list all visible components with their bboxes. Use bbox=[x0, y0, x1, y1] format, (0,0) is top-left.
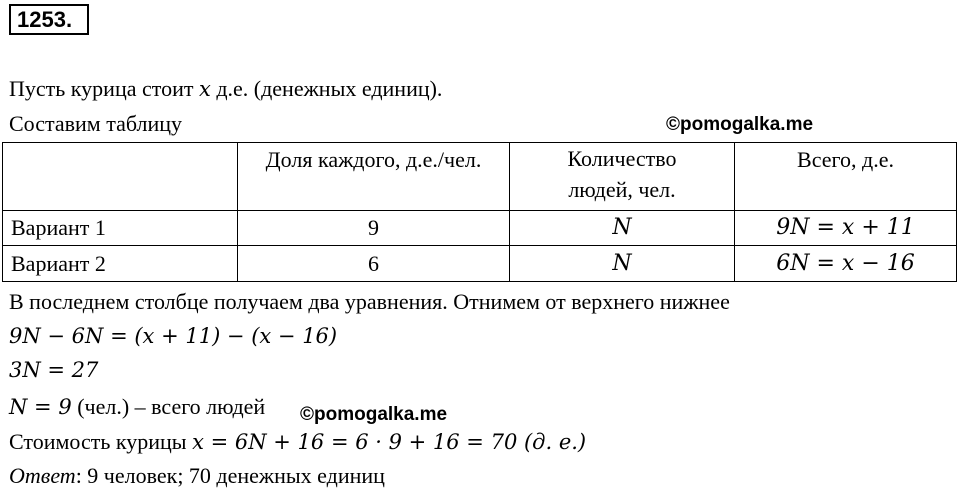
row-people: N bbox=[510, 211, 735, 246]
equation-3 bbox=[9, 396, 265, 418]
equation-2: 3N = 27 bbox=[9, 358, 99, 382]
intro-variable: x bbox=[198, 77, 211, 101]
row-label: Вариант 2 bbox=[3, 246, 238, 282]
intro-text-a: Пусть курица стоит bbox=[9, 76, 199, 101]
intro-line-2: Составим таблицу bbox=[9, 111, 183, 136]
equation-4-text: Стоимость курицы bbox=[9, 429, 193, 454]
table-header-row bbox=[3, 143, 957, 211]
answer-label: Ответ bbox=[9, 463, 76, 488]
equation-4-math: x = 6N + 16 = 6 · 9 + 16 = 70 (д. е.) bbox=[192, 430, 587, 454]
equation-3-math: N = 9 bbox=[9, 395, 72, 419]
row-share: 9 bbox=[238, 211, 510, 246]
equation-1: 9N − 6N = (x + 11) − (x − 16) bbox=[9, 324, 338, 348]
row-label: Вариант 1 bbox=[3, 211, 238, 246]
row-total: 6N = x − 16 bbox=[735, 246, 957, 282]
watermark-bottom: ©pomogalka.me bbox=[300, 404, 448, 425]
header-people bbox=[510, 143, 735, 211]
solution-line-1: В последнем столбце получаем два уравнения. Отнимем от верхнего нижнее bbox=[9, 289, 730, 314]
row-people: N bbox=[510, 246, 735, 282]
intro-text-b: д.е. (денежных единиц). bbox=[210, 76, 443, 101]
table-row bbox=[3, 246, 957, 282]
equation-4 bbox=[9, 431, 586, 453]
header-empty-cell bbox=[3, 143, 238, 211]
equation-3-text: (чел.) – всего людей bbox=[71, 394, 266, 419]
watermark-top: ©pomogalka.me bbox=[666, 114, 814, 135]
header-share: Доля каждого, д.е./чел. bbox=[238, 143, 510, 211]
data-table bbox=[2, 142, 957, 282]
answer-line bbox=[9, 465, 385, 487]
intro-line-1 bbox=[9, 78, 442, 100]
row-share: 6 bbox=[238, 246, 510, 282]
header-people-line-2: людей, чел. bbox=[568, 177, 676, 202]
problem-number: 1253. bbox=[9, 4, 89, 35]
header-total: Всего, д.е. bbox=[735, 143, 957, 211]
row-total: 9N = x + 11 bbox=[735, 211, 957, 246]
table-row bbox=[3, 211, 957, 246]
header-people-line-1: Количество bbox=[567, 146, 677, 171]
answer-text: : 9 человек; 70 денежных единиц bbox=[75, 463, 385, 488]
